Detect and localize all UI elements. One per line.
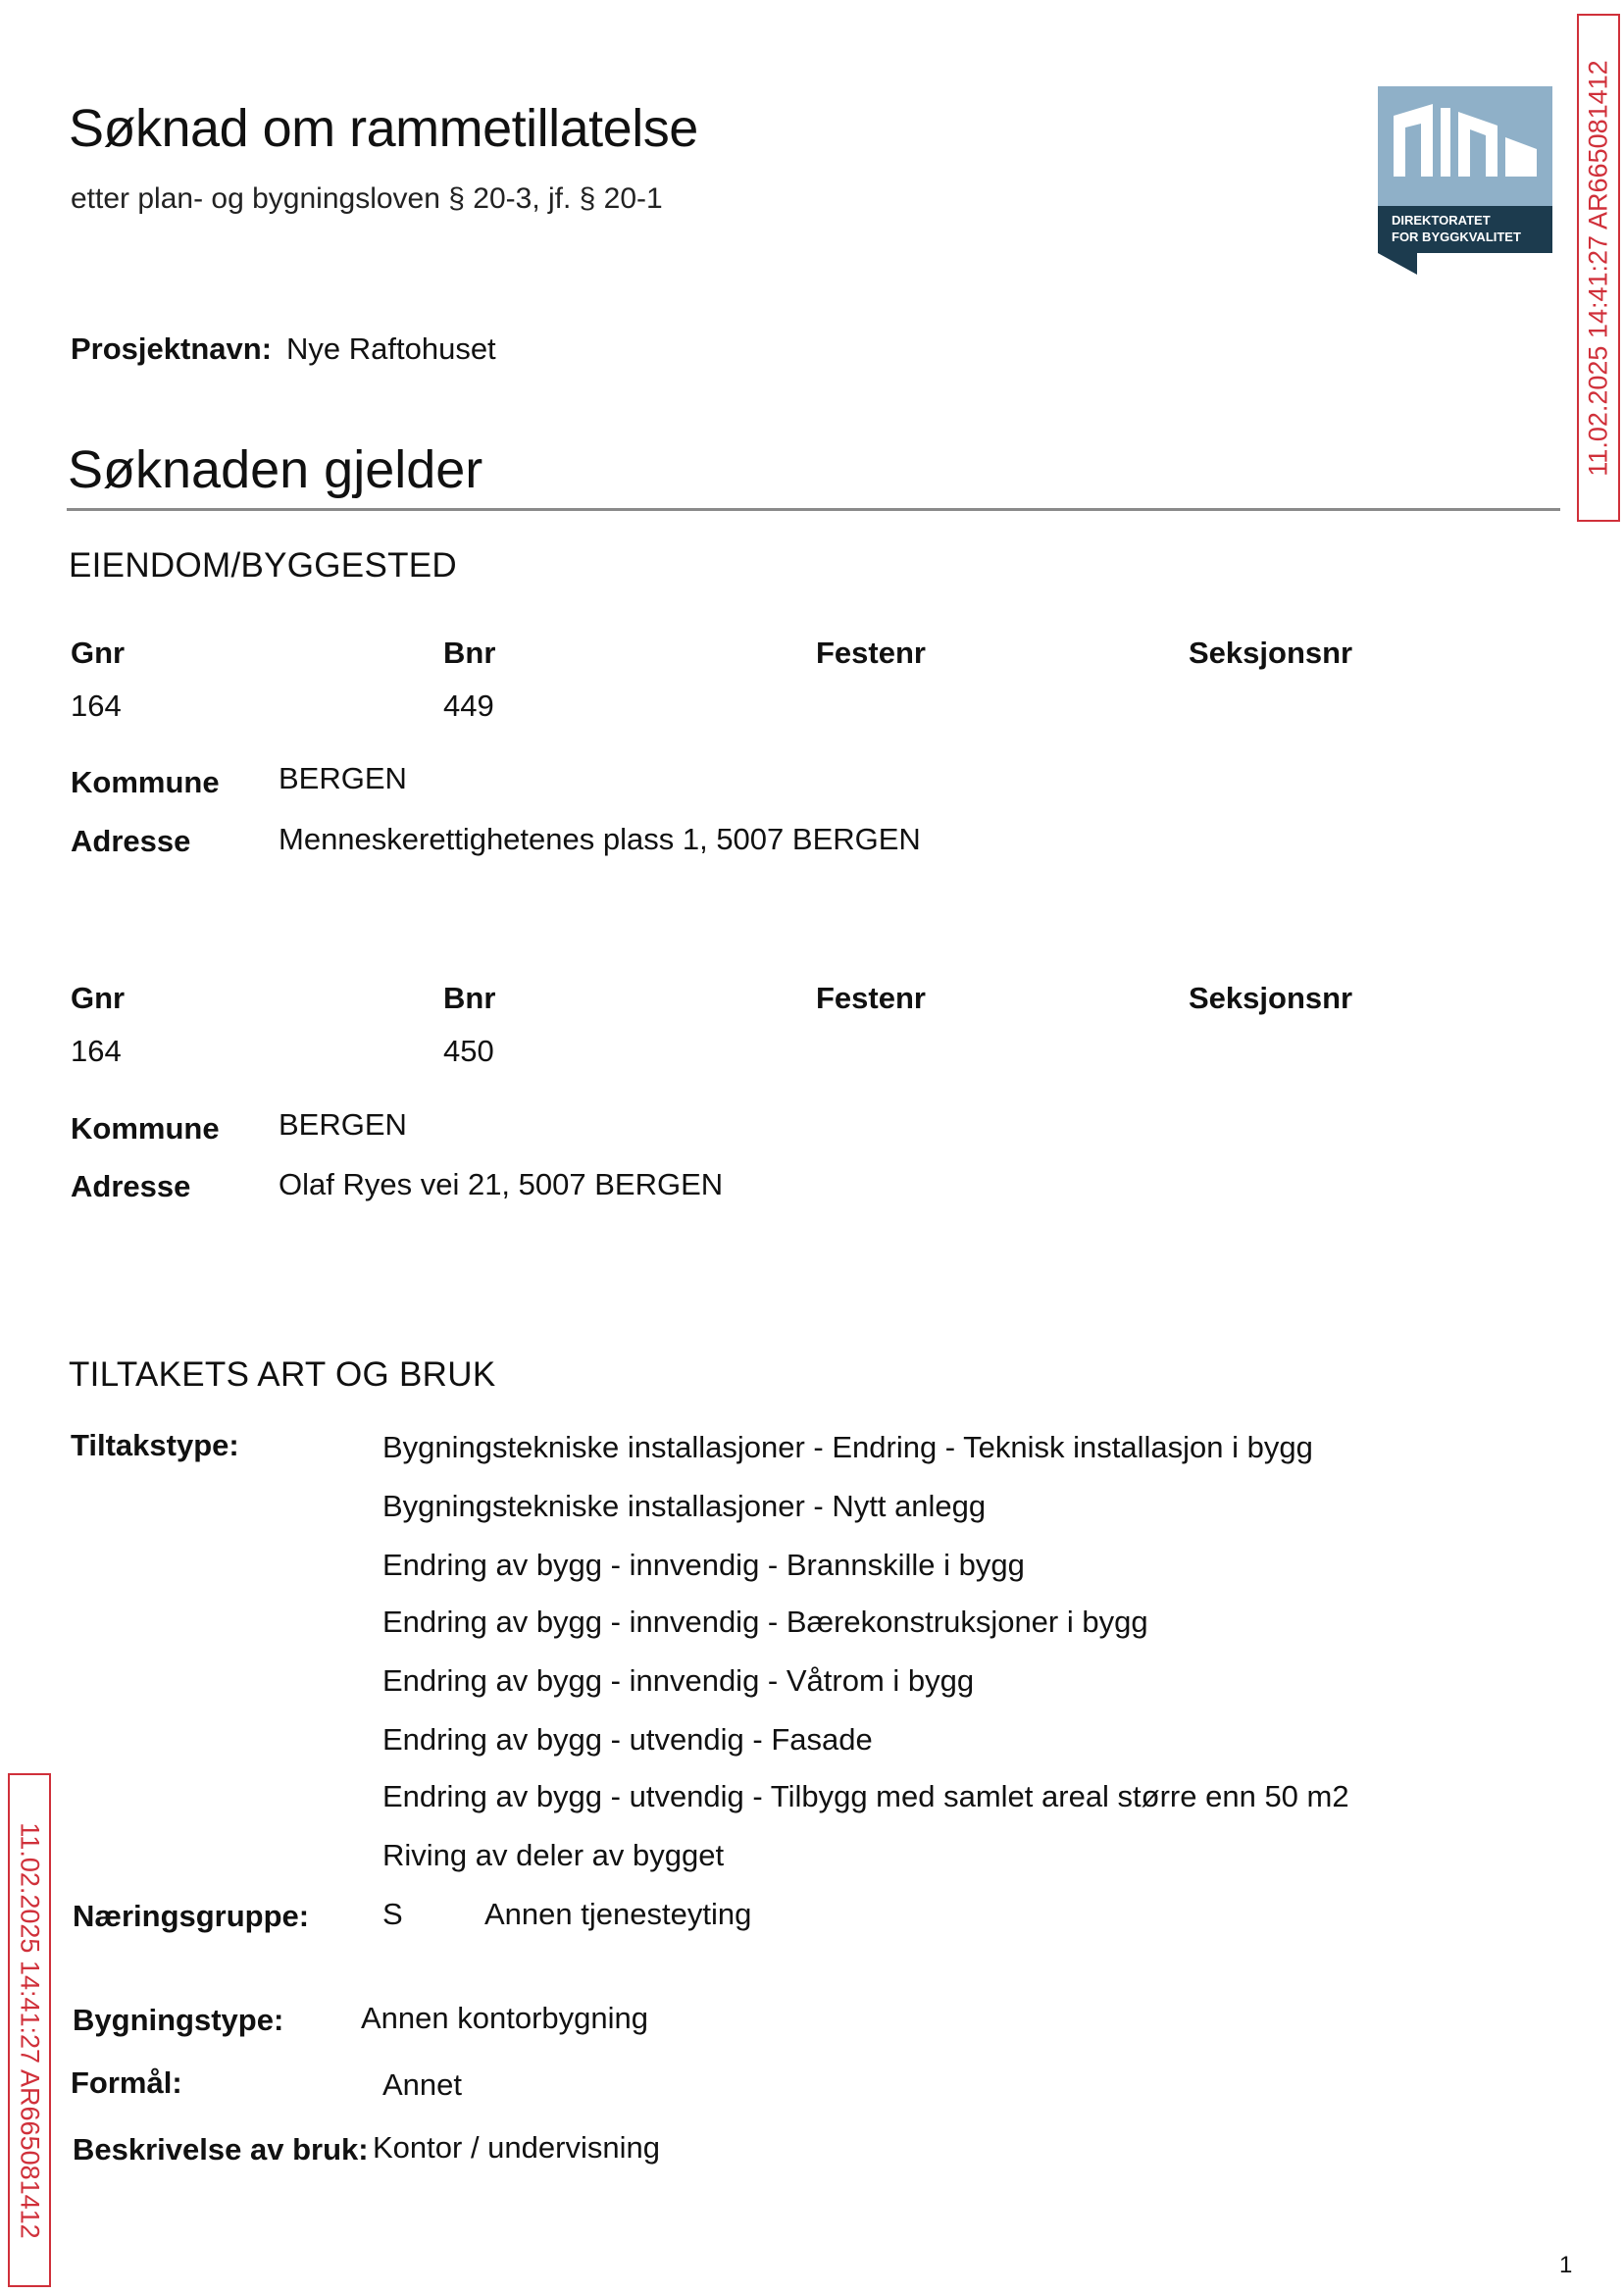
beskrivelse-label: Beskrivelse av bruk: [73,2132,369,2167]
logo-line1: DIREKTORATET [1392,213,1491,228]
kommune-value: BERGEN [279,761,407,795]
bygningstype-value: Annen kontorbygning [361,2001,649,2035]
timestamp-stamp-left [8,1773,51,2287]
tiltakstype-item: Bygningstekniske installasjoner - Endring - Teknisk installasjon i bygg [382,1430,1313,1464]
bnr-value: 449 [443,688,494,723]
adresse-value: Olaf Ryes vei 21, 5007 BERGEN [279,1167,724,1201]
festenr-label: Festenr [816,981,926,1015]
bnr-label: Bnr [443,636,496,670]
naeringsgruppe-label: Næringsgruppe: [73,1899,310,1933]
section-divider [67,508,1560,511]
seksjonsnr-label: Seksjonsnr [1189,981,1353,1015]
naeringsgruppe-code: S [382,1897,403,1931]
beskrivelse-value: Kontor / undervisning [373,2130,660,2165]
tiltakstype-label: Tiltakstype: [71,1428,239,1462]
bygningstype-label: Bygningstype: [73,2003,284,2037]
project-name-value: Nye Raftohuset [286,331,496,366]
tiltakstype-item: Riving av deler av bygget [382,1838,725,1872]
gnr-value: 164 [71,1034,122,1068]
timestamp-stamp-right [1577,14,1620,522]
page-subtitle: etter plan- og bygningsloven § 20-3, jf. § 20-1 [71,182,663,215]
logo-line2: FOR BYGGKVALITET [1392,229,1521,244]
tiltakstype-item: Endring av bygg - utvendig - Fasade [382,1722,873,1757]
stamp-text: 11.02.2025 14:41:27 AR665081412 [1583,59,1613,477]
bnr-label: Bnr [443,981,496,1015]
seksjonsnr-label: Seksjonsnr [1189,636,1353,670]
page-title: Søknad om rammetillatelse [69,99,698,158]
page-number: 1 [1559,2252,1573,2278]
festenr-label: Festenr [816,636,926,670]
adresse-value: Menneskerettighetenes plass 1, 5007 BERGEN [279,822,921,856]
section-title: Søknaden gjelder [68,440,483,499]
tiltakstype-item: Endring av bygg - innvendig - Bærekonstruksjoner i bygg [382,1605,1148,1639]
stamp-text: 11.02.2025 14:41:27 AR665081412 [15,1821,45,2239]
bnr-value: 450 [443,1034,494,1068]
property-heading: EIENDOM/BYGGESTED [69,546,457,585]
tiltak-heading: TILTAKETS ART OG BRUK [69,1355,496,1394]
tiltakstype-item: Endring av bygg - innvendig - Våtrom i bygg [382,1663,975,1698]
kommune-label: Kommune [71,765,220,799]
adresse-label: Adresse [71,1169,191,1203]
formal-value: Annet [382,2067,463,2102]
tiltakstype-item: Endring av bygg - innvendig - Brannskille i bygg [382,1548,1025,1582]
gnr-value: 164 [71,688,122,723]
tiltakstype-item: Endring av bygg - utvendig - Tilbygg med samlet areal større enn 50 m2 [382,1779,1349,1813]
dibk-logo [1378,86,1552,275]
tiltakstype-item: Bygningstekniske installasjoner - Nytt anlegg [382,1489,987,1523]
gnr-label: Gnr [71,636,126,670]
gnr-label: Gnr [71,981,126,1015]
formal-label: Formål: [71,2065,182,2100]
naeringsgruppe-value: Annen tjenesteyting [484,1897,752,1931]
kommune-label: Kommune [71,1111,220,1146]
kommune-value: BERGEN [279,1107,407,1142]
project-name-label: Prosjektnavn: [71,331,273,366]
adresse-label: Adresse [71,824,191,858]
dibk-logo-graphic [1378,86,1552,275]
